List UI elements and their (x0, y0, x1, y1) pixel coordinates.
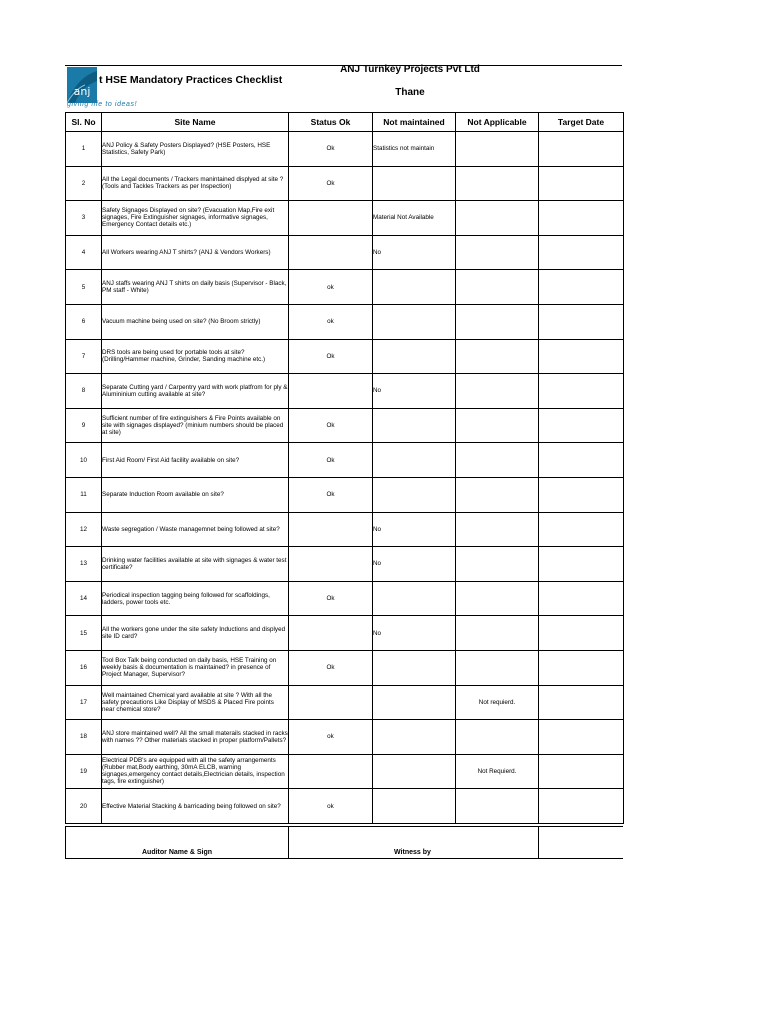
cell-not-maintained: Material Not Available (373, 201, 456, 236)
cell-sl-no: 19 (66, 754, 102, 789)
cell-site-name: Waste segregation / Waste managemnet being followed at site? (102, 512, 289, 547)
cell-not-applicable (456, 235, 539, 270)
cell-status-ok (289, 616, 373, 651)
table-row (66, 408, 624, 443)
cell-not-maintained (373, 789, 456, 824)
cell-status-ok (289, 374, 373, 409)
cell-not-maintained: No (373, 374, 456, 409)
cell-sl-no: 11 (66, 477, 102, 512)
cell-sl-no: 15 (66, 616, 102, 651)
table-row (66, 650, 624, 685)
table-row (66, 443, 624, 478)
cell-site-name: ANJ Policy & Safety Posters Displayed? (HSE Posters, HSE Statistics, Safety Park) (102, 132, 289, 167)
table-row (66, 512, 624, 547)
cell-site-name: Separate Cutting yard / Carpentry yard with work platfrom for ply & Alumininium cutting available at site? (102, 374, 289, 409)
footer-blank-cell (538, 826, 623, 859)
table-row (66, 789, 624, 824)
cell-target-date (539, 166, 624, 201)
cell-not-applicable (456, 650, 539, 685)
cell-site-name: Safety Signages Displayed on site? (Evacuation Map,Fire exit signages, Fire Extinguisher signages, informative signages, Emergency Contact details etc.) (102, 201, 289, 236)
cell-site-name: Tool Box Talk being conducted on daily basis, HSE Training on weekly basis & documentation is maintained? in presence of Project Manager, Supervisor? (102, 650, 289, 685)
cell-target-date (539, 270, 624, 305)
cell-site-name: Sufficient number of fire extinguishers & Fire Points available on site with signages displayed? (minium numbers should be placed at site) (102, 408, 289, 443)
logo-text: anj (73, 85, 91, 98)
cell-not-applicable (456, 581, 539, 616)
cell-not-maintained (373, 339, 456, 374)
cell-not-applicable: Not requierd. (456, 685, 539, 720)
cell-target-date (539, 374, 624, 409)
table-row (66, 754, 624, 789)
cell-sl-no: 10 (66, 443, 102, 478)
table-row (66, 339, 624, 374)
table-row (66, 132, 624, 167)
table-row (66, 720, 624, 755)
cell-sl-no: 18 (66, 720, 102, 755)
cell-status-ok: ok (289, 720, 373, 755)
cell-site-name: Effective Material Stacking & barricading being followed on site? (102, 789, 289, 824)
column-header-not-applicable: Not Applicable (456, 113, 539, 132)
cell-status-ok: ok (289, 270, 373, 305)
auditor-label: Auditor Name & Sign (142, 849, 213, 856)
cell-site-name: All the workers gone under the site safety Inductions and displyed site ID card? (102, 616, 289, 651)
cell-sl-no: 8 (66, 374, 102, 409)
company-name: ANJ Turnkey Projects Pvt Ltd (340, 64, 480, 75)
cell-not-maintained (373, 720, 456, 755)
cell-target-date (539, 789, 624, 824)
cell-site-name: Periodical inspection tagging being followed for scaffoldings, ladders, power tools etc. (102, 581, 289, 616)
cell-not-applicable (456, 339, 539, 374)
cell-target-date (539, 339, 624, 374)
cell-site-name: All the Legal documents / Trackers manintained displyed at site ?(Tools and Tackles Trackers as per Inspection) (102, 166, 289, 201)
cell-target-date (539, 408, 624, 443)
cell-not-applicable (456, 270, 539, 305)
cell-not-maintained: No (373, 547, 456, 582)
cell-not-maintained: No (373, 512, 456, 547)
cell-site-name: All Workers wearing ANJ T shirts? (ANJ & Vendors Workers) (102, 235, 289, 270)
table-header-row (66, 113, 624, 132)
cell-sl-no: 5 (66, 270, 102, 305)
cell-not-maintained (373, 166, 456, 201)
cell-target-date (539, 581, 624, 616)
cell-sl-no: 13 (66, 547, 102, 582)
cell-target-date (539, 201, 624, 236)
cell-not-applicable (456, 408, 539, 443)
column-header-target-date: Target Date (539, 113, 624, 132)
table-row (66, 166, 624, 201)
cell-status-ok (289, 685, 373, 720)
table-row (66, 201, 624, 236)
cell-status-ok: ok (289, 304, 373, 339)
table-row (66, 547, 624, 582)
cell-status-ok (289, 754, 373, 789)
cell-not-maintained: Statistics not maintain (373, 132, 456, 167)
cell-target-date (539, 720, 624, 755)
cell-not-maintained (373, 408, 456, 443)
cell-not-applicable (456, 789, 539, 824)
table-row (66, 374, 624, 409)
cell-site-name: ANJ store maintained well? All the small materails stacked in racks with names ?? Other materials stacked in proper platform/Pallets? (102, 720, 289, 755)
cell-status-ok (289, 235, 373, 270)
cell-status-ok: Ok (289, 650, 373, 685)
cell-sl-no: 17 (66, 685, 102, 720)
cell-status-ok: Ok (289, 339, 373, 374)
cell-not-applicable (456, 443, 539, 478)
cell-not-maintained (373, 477, 456, 512)
cell-not-applicable (456, 201, 539, 236)
table-row (66, 616, 624, 651)
column-header-status-ok: Status Ok (289, 113, 373, 132)
cell-status-ok: Ok (289, 443, 373, 478)
cell-not-applicable (456, 132, 539, 167)
cell-target-date (539, 443, 624, 478)
cell-site-name: Drinking water facilities available at site with signages & water test certificate? (102, 547, 289, 582)
signature-footer (65, 826, 623, 858)
witness-cell (288, 826, 539, 859)
cell-status-ok: Ok (289, 581, 373, 616)
cell-site-name: First Aid Room/ First Aid facility available on site? (102, 443, 289, 478)
cell-status-ok: Ok (289, 132, 373, 167)
cell-not-applicable (456, 374, 539, 409)
cell-status-ok (289, 201, 373, 236)
cell-target-date (539, 304, 624, 339)
cell-not-maintained (373, 650, 456, 685)
cell-not-maintained (373, 685, 456, 720)
cell-target-date (539, 650, 624, 685)
cell-not-applicable (456, 166, 539, 201)
cell-status-ok: Ok (289, 408, 373, 443)
cell-sl-no: 16 (66, 650, 102, 685)
cell-not-applicable (456, 547, 539, 582)
cell-site-name: Electrical PDB's are equipped with all the safety arrangements (Rubber mat,Body earthing, 30mA ELCB, warning signages,emergency contact details,Electrician details, inspection tags, fire extinguisher) (102, 754, 289, 789)
cell-not-maintained (373, 581, 456, 616)
cell-not-maintained (373, 304, 456, 339)
cell-target-date (539, 616, 624, 651)
cell-target-date (539, 132, 624, 167)
cell-sl-no: 2 (66, 166, 102, 201)
cell-status-ok (289, 547, 373, 582)
cell-sl-no: 3 (66, 201, 102, 236)
anj-logo-icon (67, 67, 97, 103)
table-row (66, 581, 624, 616)
cell-sl-no: 14 (66, 581, 102, 616)
cell-not-maintained: No (373, 235, 456, 270)
cell-sl-no: 6 (66, 304, 102, 339)
cell-site-name: ANJ staffs wearing ANJ T shirts on daily basis (Supervisor - Black, PM staff - White) (102, 270, 289, 305)
document-title: t HSE Mandatory Practices Checklist (99, 74, 283, 86)
cell-not-applicable: Not Requierd. (456, 754, 539, 789)
cell-sl-no: 12 (66, 512, 102, 547)
column-header-sl-no: Sl. No (66, 113, 102, 132)
cell-target-date (539, 235, 624, 270)
cell-site-name: Vacuum machine being used on site? (No Broom strictly) (102, 304, 289, 339)
cell-not-maintained (373, 270, 456, 305)
table-row (66, 270, 624, 305)
witness-label: Witness by (394, 849, 431, 856)
cell-sl-no: 20 (66, 789, 102, 824)
table-row (66, 304, 624, 339)
cell-sl-no: 4 (66, 235, 102, 270)
cell-status-ok: Ok (289, 477, 373, 512)
cell-site-name: Well maintained Chemical yard available at site ? With all the safety precautions Like Display of MSDS & Placed Fire points near chemical store? (102, 685, 289, 720)
cell-status-ok: ok (289, 789, 373, 824)
table-row (66, 685, 624, 720)
cell-not-applicable (456, 720, 539, 755)
cell-sl-no: 1 (66, 132, 102, 167)
cell-sl-no: 9 (66, 408, 102, 443)
cell-not-maintained (373, 754, 456, 789)
logo-tagline: giving life to ideas! (67, 101, 138, 108)
cell-target-date (539, 477, 624, 512)
table-row (66, 235, 624, 270)
cell-not-applicable (456, 512, 539, 547)
cell-status-ok: Ok (289, 166, 373, 201)
site-location: Thane (395, 87, 425, 98)
cell-target-date (539, 512, 624, 547)
cell-not-applicable (456, 616, 539, 651)
cell-site-name: DRS tools are being used for portable tools at site? (Drilling/Hammer machine, Grinder, Sanding machine etc.) (102, 339, 289, 374)
checklist-table (65, 112, 624, 824)
column-header-site-name: Site Name (102, 113, 289, 132)
cell-status-ok (289, 512, 373, 547)
table-row (66, 477, 624, 512)
cell-target-date (539, 547, 624, 582)
cell-not-maintained (373, 443, 456, 478)
cell-site-name: Separate Induction Room available on site? (102, 477, 289, 512)
auditor-cell (65, 826, 288, 859)
cell-sl-no: 7 (66, 339, 102, 374)
cell-target-date (539, 754, 624, 789)
cell-not-applicable (456, 477, 539, 512)
cell-not-maintained: No (373, 616, 456, 651)
column-header-not-maintained: Not maintained (373, 113, 456, 132)
cell-not-applicable (456, 304, 539, 339)
cell-target-date (539, 685, 624, 720)
